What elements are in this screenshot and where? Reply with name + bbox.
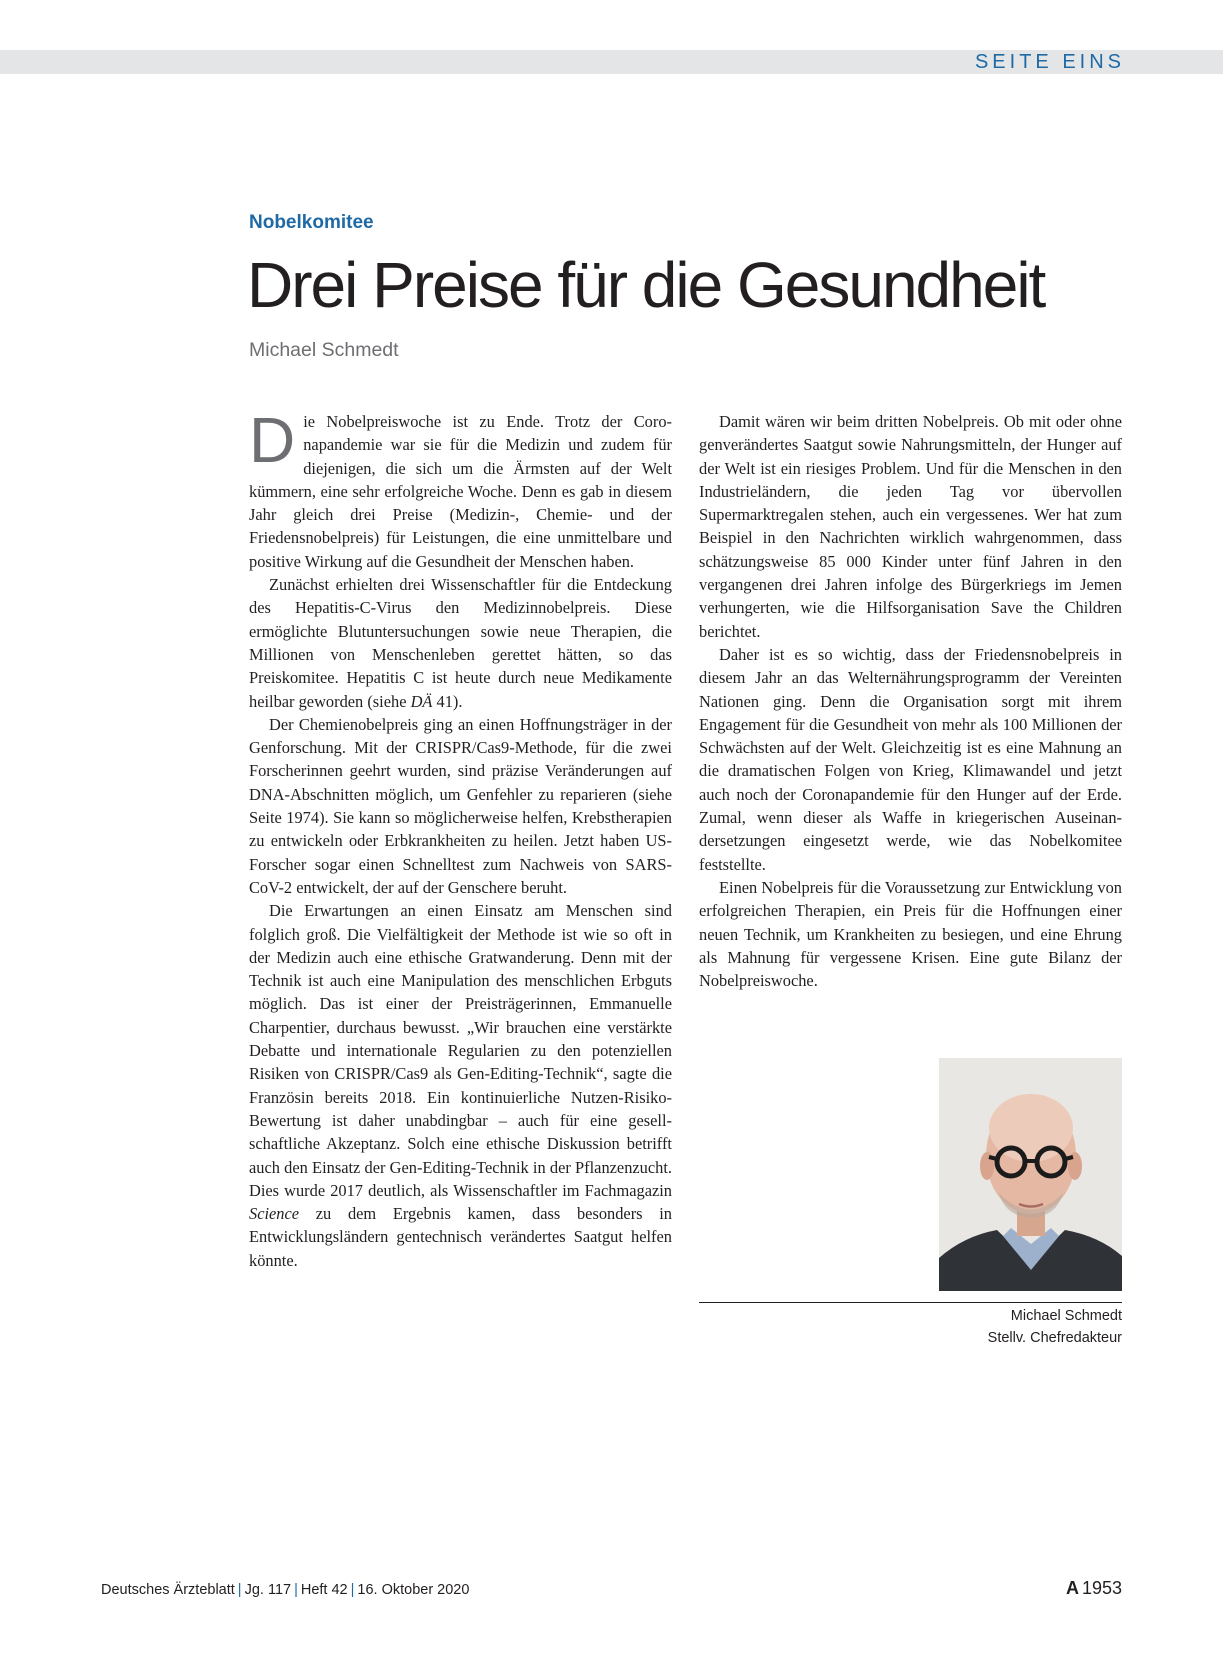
paragraph-3: Der Chemienobelpreis ging an einen Hoffnungsträger in der Genforschung. Mit der CRISPR/Cas9-Methode, für die zwei Forscherinnen geehrt wurden, sind präzise Veränderungen auf DNA-Abschnitten möglich, um Genfehler zu reparieren (siehe Seite 1974). Sie kann so möglicherweise helfen, Krebstherapien zu entwickeln oder Erbkrankheiten zu heilen. Jetzt haben US-Forscher sogar einen Schnelltest zum Nachweis von SARS-CoV-2 entwickelt, der auf der Genschere beruht. xyxy=(249,714,672,897)
journal-reference: DÄ xyxy=(410,691,433,711)
paragraph-5: Damit wären wir beim dritten Nobelpreis. Ob mit oder ohne genverändertes Saatgut sowie Nahrungsmitteln, der Hunger auf der Welt ist ein riesiges Problem. Und für die Menschen in den Industrieländern, die jeden Tag vor übervollen Supermarktregalen stehen, auch ein vergessenes. Wer hat zum Beispiel in den Nachrichten wirklich wahrgenommen, dass schätzungsweise 85 000 Kinder unter fünf Jahren in den vergangenen drei Jahren infolge des Bürgerkriegs im Jemen verhungerten, wie die Hilfsorganisation Save the Children berichtet. xyxy=(699,412,1122,641)
caption-role: Stellv. Chefredakteur xyxy=(987,1330,1122,1346)
page-prefix: A xyxy=(1065,1578,1079,1598)
footer-publication: Deutsches Ärzteblatt xyxy=(101,1582,235,1598)
footer-volume: Jg. 117 xyxy=(244,1582,292,1598)
caption-name: Michael Schmedt xyxy=(1010,1308,1122,1324)
section-label: SEITE EINS xyxy=(974,51,1125,73)
paragraph-1 xyxy=(249,404,672,573)
article-title: Drei Preise für die Gesundheit xyxy=(247,249,1045,321)
footer-separator: | xyxy=(237,1582,242,1598)
footer-separator: | xyxy=(294,1582,298,1598)
paragraph-2 xyxy=(249,573,672,713)
paragraph-2-text: Zunächst erhielten drei Wissenschaftler für die Entdeckung des Hepatitis-C-Virus den Medizinnobelpreis. Diese ermöglichte Blutuntersuchungen sowie neue Therapien, die Millionen von Menschenleben gerettet hätten, so das Preiskomitee. Hepatitis C ist heute durch neue Medikamente heilbar geworden (siehe xyxy=(249,575,672,711)
article-kicker: Nobelkomitee xyxy=(249,212,374,233)
paragraph-1-text: ie Nobelpreiswoche ist zu Ende. Trotz der Coronapandemie war sie für die Medizin und zudem für diejenigen, die sich um die Ärmsten auf der Welt kümmern, eine sehr erfolgreiche Woche. Denn es gab in diesem Jahr gleich drei Preise (Medizin-, Chemie- und der Friedensnobelpreis) für Leistungen, die eine unmittelbare und positive Wirkung auf die Gesundheit der Menschen haben. xyxy=(249,412,672,571)
footer-issue-info xyxy=(101,1582,469,1598)
paragraph-6: Daher ist es so wichtig, dass der Friedensnobelpreis in diesem Jahr an das Welternährungsprogramm der Vereinten Nationen ging. Denn die Organisation sorgt mit ihrem Engagement für die Gesundheit von mehr als 100 Millionen der Schwächsten auf der Welt. Gleichzeitig ist es eine Mahnung an die dramatischen Folgen von Krieg, Klimawandel und jetzt auch noch der Coronapandemie für den Hunger auf der Erde. Zumal, wenn dieser als Waffe in kriegerischen Auseinandersetzungen eingesetzt werde, wie das Nobelkomitee feststellte. xyxy=(699,644,1122,874)
portrait-caption xyxy=(988,1305,1122,1349)
footer-date: 16. Oktober 2020 xyxy=(357,1582,470,1598)
article-byline: Michael Schmedt xyxy=(249,339,399,361)
article-column-left xyxy=(249,404,672,1272)
author-portrait xyxy=(939,1058,1122,1291)
caption-rule xyxy=(699,1302,1122,1303)
article-column-right xyxy=(699,410,1122,992)
paragraph-4-text: Die Erwartungen an einen Einsatz am Menschen sind folglich groß. Die Vielfältigkeit der Methode ist wie so oft in der Medizin auch eine ethische Gratwanderung. Denn mit der Technik ist auch eine Manipulation des menschlichen Erbguts möglich. Das ist einer der Preisträgerinnen, Emmanuelle Charpentier, durchaus bewusst. „Wir brauchen eine verstärkte Debatte und internationale Regularien zu den potenziellen Risiken von CRISPR/Cas9 als Gen-Editing-Technik“, sagte die Französin bereits 2018. Ein kontinuierliche Nutzen-Risiko-Bewertung ist daher unabdingbar – auch für eine gesellschaftliche Akzeptanz. Solch eine ethische Diskussion betrifft auch den Einsatz der Gen-Editing-Technik in der Pflanzenzucht. Dies wurde 2017 deutlich, als Wissenschaftler im Fachmagazin xyxy=(249,901,672,1200)
paragraph-4 xyxy=(249,899,672,1272)
drop-cap: D xyxy=(249,404,296,476)
footer-page-number xyxy=(1066,1578,1122,1599)
footer-issue: Heft 42 xyxy=(300,1582,348,1598)
page-number: 1953 xyxy=(1081,1578,1122,1598)
paragraph-4-end: zu dem Ergebnis kamen, dass besonders in Entwicklungsländern gentechnisch verändertes Saatgut helfen könnte. xyxy=(249,1204,672,1270)
paragraph-2-end: 41). xyxy=(432,691,463,711)
footer-separator: | xyxy=(350,1582,355,1598)
paragraph-7: Einen Nobelpreis für die Voraussetzung zur Entwicklung von erfolgreichen Therapien, ein Preis für die Hoffnungen einer neuen Technik, um Krankheiten zu besiegen, und eine Ehrung als Mahnung für vergessene Krisen. Eine gute Bilanz der Nobelpreiswoche. xyxy=(699,877,1122,991)
journal-name: Science xyxy=(249,1204,300,1224)
